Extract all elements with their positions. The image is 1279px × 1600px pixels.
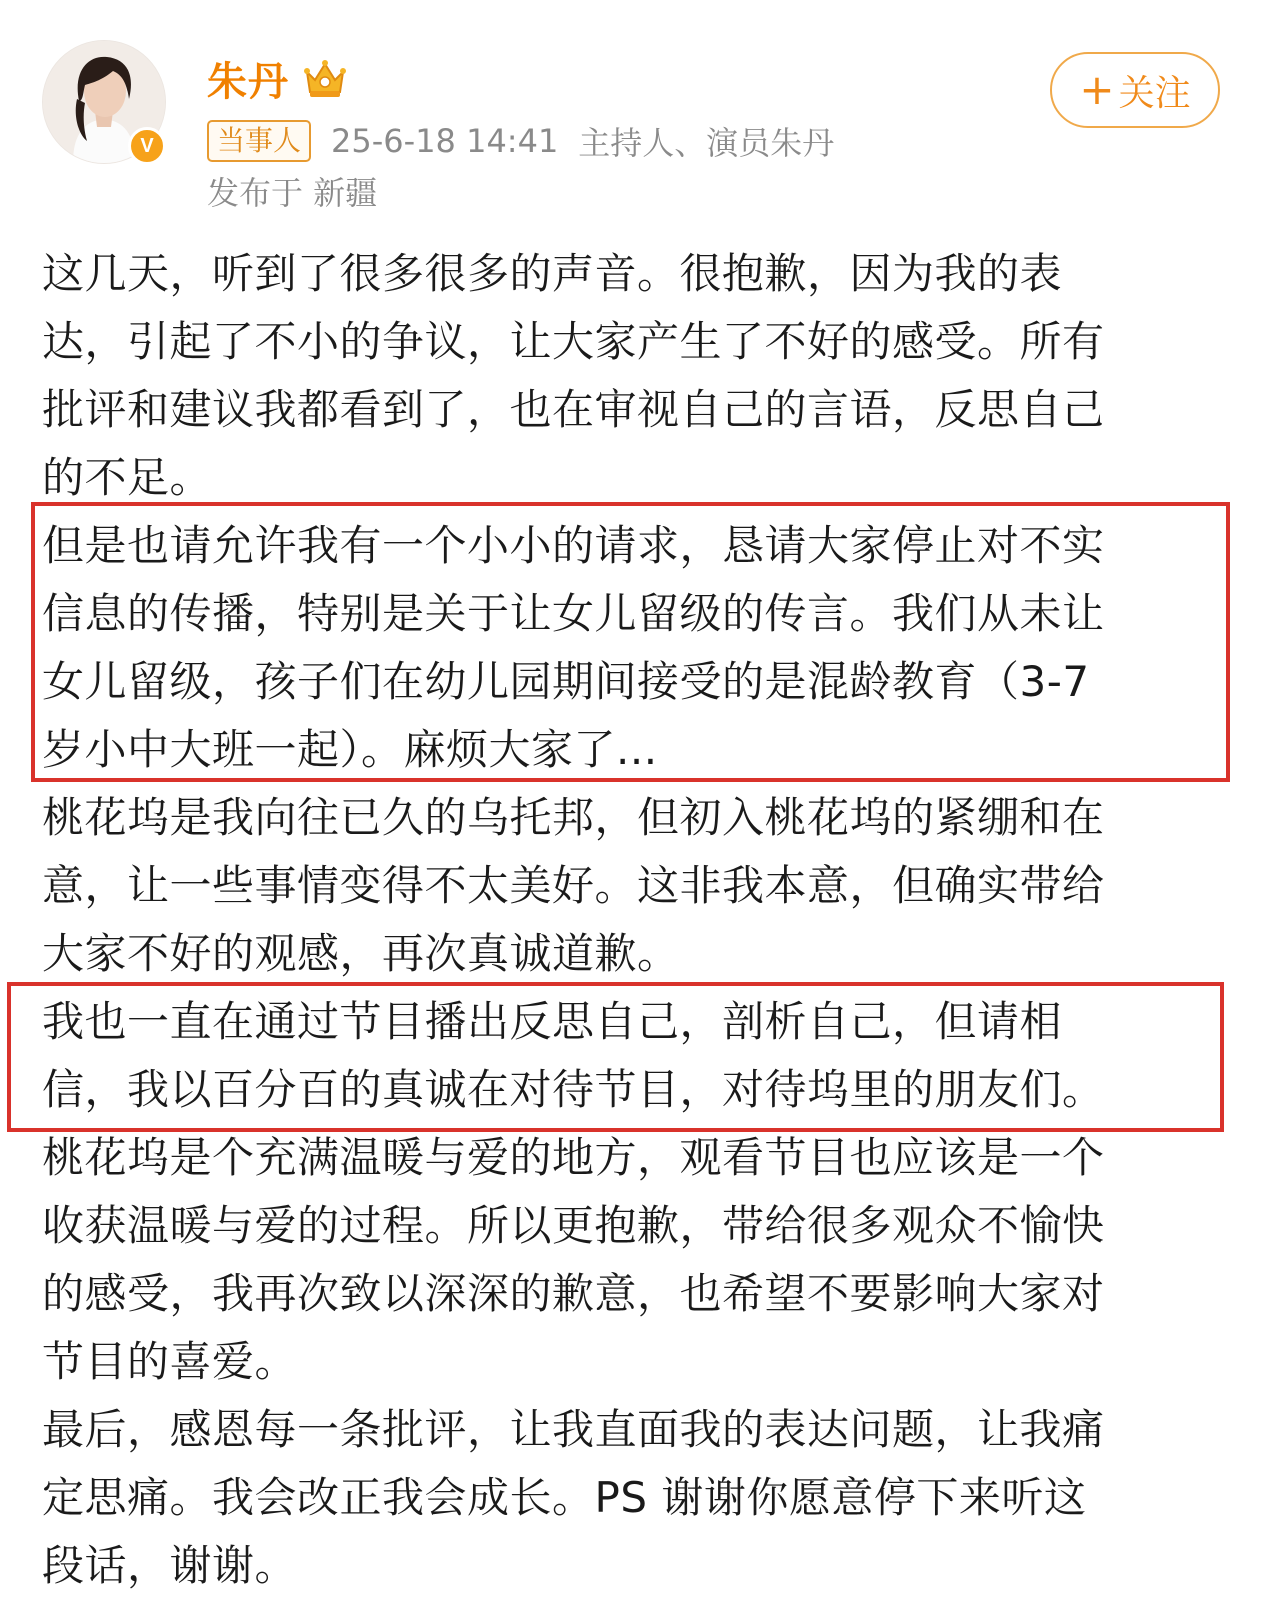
- post-paragraph: 我也一直在通过节目播出反思自己，剖析自己，但请相 信，我以百分百的真诚在对待节目，对待坞里的朋友们。: [42, 997, 1105, 1114]
- crown-icon: [303, 58, 347, 100]
- post-header: [0, 0, 1279, 240]
- author-row: [207, 50, 347, 107]
- author-name[interactable]: 朱丹: [207, 59, 289, 105]
- plus-icon: +: [1079, 65, 1115, 114]
- follow-button[interactable]: [1050, 52, 1220, 128]
- post-paragraph: 桃花坞是个充满温暖与爱的地方，观看节目也应该是一个 收获温暖与爱的过程。所以更抱歉，带给很多观众不愉快 的感受，我再次致以深深的歉意，也希望不要影响大家对 节目的喜爱。: [42, 1133, 1105, 1386]
- post-paragraph: 桃花坞是我向往已久的乌托邦，但初入桃花坞的紧绷和在 意，让一些事情变得不太美好。这非我本意，但确实带给 大家不好的观感，再次真诚道歉。: [42, 793, 1105, 978]
- post-body: [42, 240, 1222, 1600]
- follow-label: 关注: [1118, 72, 1191, 114]
- post-paragraph: 但是也请允许我有一个小小的请求，恳请大家停止对不实 信息的传播，特别是关于让女儿留级的传言。我们从未让 女儿留级，孩子们在幼儿园期间接受的是混龄教育（3-7 岁小中大班一起）。麻烦大家了...: [42, 521, 1105, 774]
- post-paragraph: 最后，感恩每一条批评，让我直面我的表达问题，让我痛 定思痛。我会改正我会成长。PS 谢谢你愿意停下来听这 段话，谢谢。: [42, 1405, 1105, 1590]
- post-meta: [207, 118, 834, 164]
- post-paragraph: 这几天，听到了很多很多的声音。很抱歉，因为我的表 达，引起了不小的争议，让大家产生了不好的感受。所有 批评和建议我都看到了，也在审视自己的言语，反思自己 的不足。: [42, 249, 1105, 502]
- role-tag: 当事人: [207, 120, 311, 162]
- author-description: 主持人、演员朱丹: [578, 124, 835, 162]
- verified-badge-icon: V: [128, 127, 166, 165]
- post-time: 25-6-18 14:41: [331, 122, 559, 160]
- post-location: 发布于 新疆: [207, 174, 378, 212]
